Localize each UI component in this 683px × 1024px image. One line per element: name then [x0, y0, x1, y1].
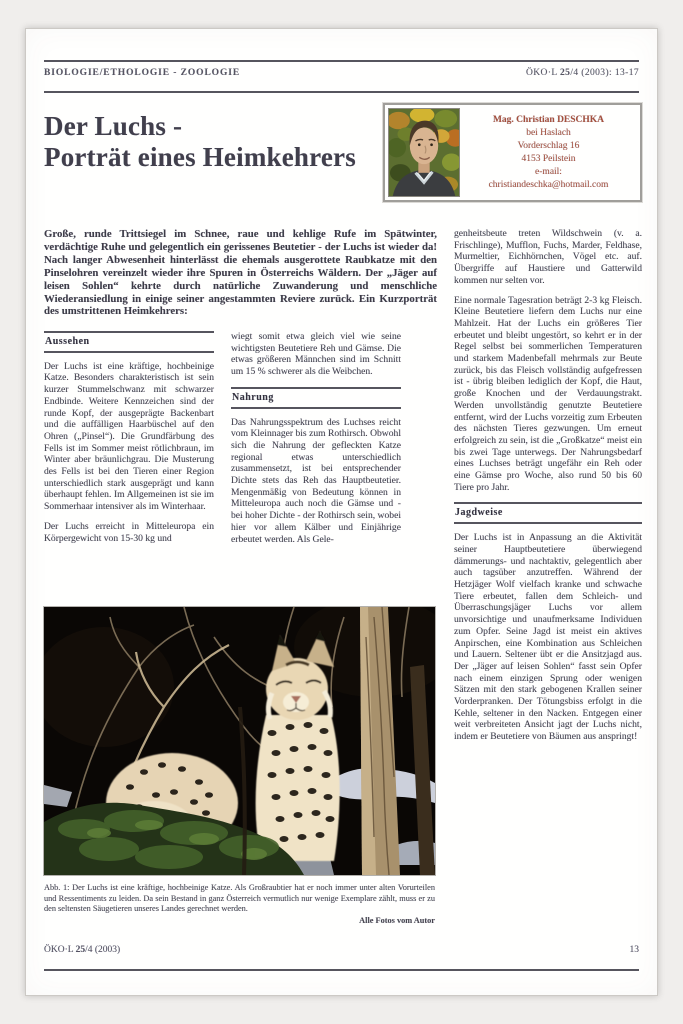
journal-issue-label	[526, 68, 639, 78]
lynx-night-photo	[44, 607, 435, 875]
nahrung-paragraph-2: Eine normale Tagesration beträgt 2-3 kg Fleisch. Kleine Beutetiere liefern dem Luchs nur eine Mahlzeit. Hat der Luchs ein größeres Tier erbeutet und bleibt ungestört, so kehrt er in der Regel selbst bei sommerlichen Temperaturen und starkem Madenbefall mehrmals zur Beute zurück, bis das Fleisch vollständig aufgefressen ist - übrig bleiben lediglich der Kopf, die Haut, große Knochen und der Verdauungstrakt. Werden unvollständig genutzte Beutetiere entfernt, wird der Luchs vorzeitig zum Erbeuten des nächsten Tieres gezwungen. Um erneut erfolgreich zu sein, ist die „Großkatze“ meist ein bis zwei Tage unterwegs. Der Nahrungsbedarf eines Luchses beträgt ungefähr ein Reh oder eine Gämse pro Woche, also rund 50 bis 60 Tiere pro Jahr.	[454, 294, 642, 493]
author-portrait-image	[389, 109, 459, 196]
journal-issue-pages: /4 (2003): 13-17	[570, 68, 639, 78]
nahrung-paragraph-1-continued: genheitsbeute treten Wildschwein (v. a. Frischlinge), Mufflon, Fuchs, Marder, Feldhase, Murmeltier, Eichhörnchen, Vögel etc. auf. Übergriffe auf Haustiere und Gatterwild kommen nur selten vor.	[454, 228, 642, 286]
author-street: Vorderschlag 16	[517, 140, 580, 151]
footer-journal-issue: /4 (2003)	[85, 945, 121, 955]
aussehen-paragraph-1: Der Luchs ist eine kräftige, hochbeinige Katze. Besonders charakteristisch ist sein kurzer Stummelschwanz mit schwarzer Endbinde. Weitere Kennzeichen sind der runde Kopf, der ausgeprägte Backenbart und die auffälligen Haarbüschel auf den Ohren („Pinsel“). Die Grundfärbung des Fells ist im Sommer meist rötlichbraun, im Winter aber bräunlichgrau. Die Musterung des Fells ist bei den Tieren einer Region unterschiedlich stark ausgeprägt und kann überhaupt fehlen. Im Allgemeinen ist sie im Sommerhaar intensiver als im Winterhaar.	[44, 360, 214, 513]
author-portrait-photo	[388, 108, 460, 197]
article-title-line2: Porträt eines Heimkehrers	[44, 142, 356, 172]
nahrung-paragraph-1: Das Nahrungsspektrum des Luchses reicht vom Kleinnager bis zum Rothirsch. Obwohl sich die Nahrung der gefleckten Katze regional etwas unterschiedlich zusammensetzt, ist bei entsprechender Dichte stets das Reh das Hauptbeutetier. Mengenmäßig von Bedeutung können in Mitteleuropa auch noch die Gämse und - bei hoher Dichte - der Rothirsch sein, wobei hier vor allem Kälber und Einjährige erbeutet werden. Als Gele-	[231, 416, 401, 545]
journal-volume: 25	[560, 68, 571, 78]
footer-journal-name: ÖKO·L	[44, 945, 76, 955]
footer-journal-volume: 25	[75, 945, 86, 955]
article-title-line1: Der Luchs -	[44, 111, 183, 141]
journal-section-label: BIOLOGIE/ETHOLOGIE - ZOOLOGIE	[44, 68, 241, 78]
header-top-rule	[44, 60, 639, 62]
header-bottom-rule	[44, 91, 639, 93]
aussehen-paragraph-2-continued: wiegt somit etwa gleich viel wie seine wichtigsten Beutetiere Reh und Gämse. Die etwas größeren Männchen sind im Schnitt um 15 % schwerer als die Weibchen.	[231, 331, 401, 378]
footer-rule	[44, 969, 639, 971]
author-name: Mag. Christian DESCHKA	[492, 114, 605, 125]
column-1	[44, 331, 214, 552]
article-page	[25, 28, 658, 996]
column-3	[454, 228, 642, 751]
author-box	[383, 103, 642, 202]
column-2	[231, 331, 401, 553]
footer-journal-label	[44, 945, 120, 955]
author-email: christiandeschka@hotmail.com	[488, 179, 609, 190]
author-contact-info	[460, 114, 637, 192]
section-heading-nahrung: Nahrung	[231, 387, 401, 409]
photo-credit: Alle Fotos vom Autor	[351, 916, 435, 927]
figure-caption	[44, 883, 435, 929]
lead-paragraph: Große, runde Trittsiegel im Schnee, raue und kehlige Rufe im Spätwinter, verdächtige Ruhe und gelegentlich ein gerissenes Beutetier - der Luchs ist wieder da! Nach langer Abwesenheit hinterlässt die ehemals ausgerottete Raubkatze mit den Pinselohren vereinzelt wieder ihre Spuren in Österreichs Wäldern. Der „Jäger auf leisen Sohlen“ kehrte durch natürliche Zuwanderung und menschliche Wiederansiedlung in einige seiner angestammten Reviere zurück. Ein Kurzporträt des umstrittenen Heimkehrers:	[44, 228, 437, 318]
page-footer	[44, 945, 639, 955]
jagdweise-paragraph-1: Der Luchs ist in Anpassung an die Aktivität seiner Hauptbeutetiere überwiegend dämmerungs- und nachtaktiv, gelegentlich aber auch tagsüber anzutreffen. Während der Hetzjäger Wolf vielfach kranke und schwache Tiere erbeutet, fallen dem Schleich- und Überraschungsjäger Luchs vor allem unvorsichtige und unaufmerksame Individuen zum Opfer. Seine Jagd ist meist ein aktives Anpirschen, eine Kombination aus Schleichen und Lauern. Seltener übt er die Ansitzjagd aus. Der „Jäger auf leisen Sohlen“ fasst sein Opfer nach einem einzigen Sprung oder wenigen Sätzen mit den stark gebogenen Krallen seiner Vorderpranken. Der Tötungsbiss erfolgt in die Kehle, seltener in den Nacken. Entgegen einer weit verbreiteten Ansicht jagt der Luchs nicht, indem er Beutetiere von Bäumen aus anspringt!	[454, 532, 642, 743]
aussehen-paragraph-2: Der Luchs erreicht in Mitteleuropa ein Körpergewicht von 15-30 kg und	[44, 520, 214, 544]
section-heading-aussehen: Aussehen	[44, 331, 214, 353]
author-email-label: e-mail:	[535, 166, 562, 177]
section-heading-jagdweise: Jagdweise	[454, 502, 642, 524]
author-locality: bei Haslach	[526, 127, 571, 138]
footer-page-number: 13	[629, 945, 639, 955]
article-title	[44, 111, 374, 173]
lynx-photo-figure	[44, 607, 435, 875]
author-city: 4153 Peilstein	[521, 153, 576, 164]
journal-name: ÖKO·L	[526, 68, 561, 78]
figure-caption-text: Abb. 1: Der Luchs ist eine kräftige, hochbeinige Katze. Als Großraubtier hat er noch immer unter alten Vorurteilen und Ressentiments zu leiden. Da sein Bestand in ganz Österreich vermutlich nur wenige Exemplare zählt, muss er zu den seltensten Säugetieren unseres Landes gerechnet werden.	[44, 883, 435, 914]
